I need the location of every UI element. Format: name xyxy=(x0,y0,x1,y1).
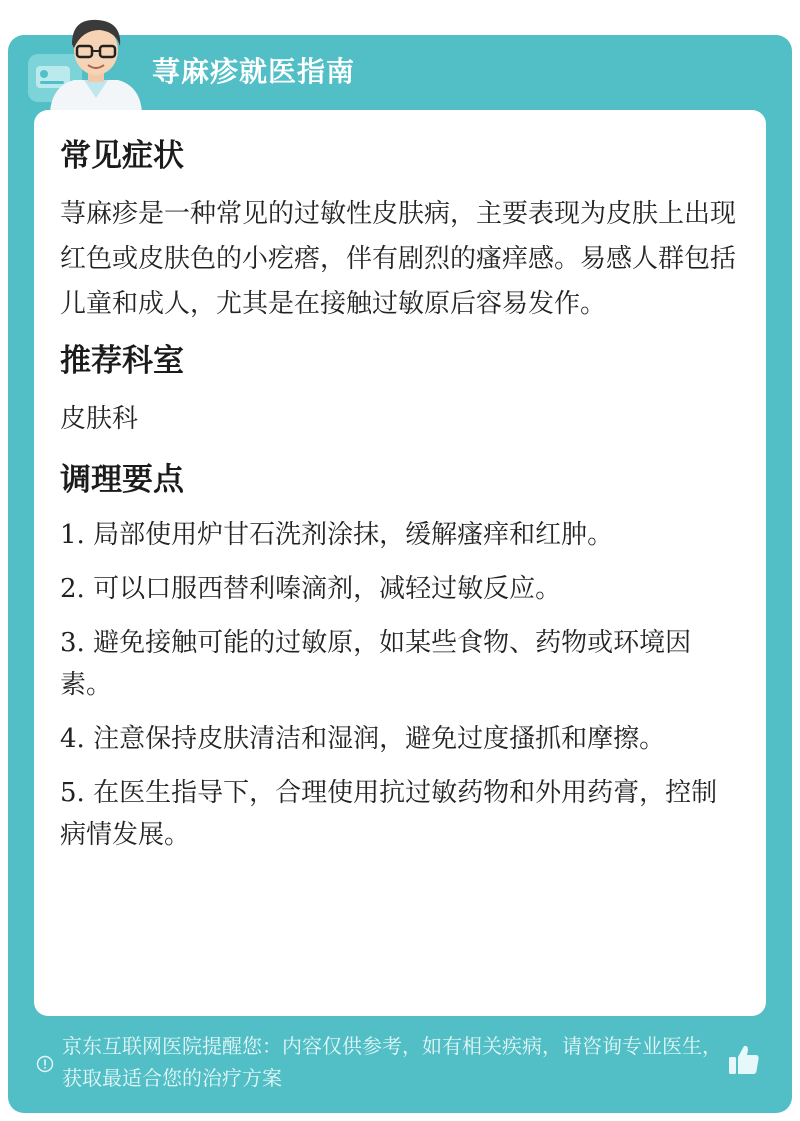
footer-disclaimer: 京东互联网医院提醒您：内容仅供参考，如有相关疾病，请咨询专业医生，获取最适合您的治疗方案 xyxy=(62,1034,722,1090)
list-item-text: 可以口服西替利嗪滴剂，减轻过敏反应。 xyxy=(93,574,562,604)
list-item xyxy=(60,622,740,706)
list-item-text: 在医生指导下，合理使用抗过敏药物和外用药膏，控制病情发展。 xyxy=(60,778,718,850)
page-title: 荨麻疹就医指南 xyxy=(152,55,356,88)
list-item-text: 局部使用炉甘石洗剂涂抹，缓解瘙痒和红肿。 xyxy=(93,520,614,550)
care-list xyxy=(60,514,740,856)
symptoms-heading: 常见症状 xyxy=(60,138,184,174)
list-item-text: 避免接触可能的过敏原，如某些食物、药物或环境因素。 xyxy=(60,628,692,700)
list-item-number: 4. xyxy=(60,724,85,754)
list-item-number: 2. xyxy=(60,574,85,604)
department-heading: 推荐科室 xyxy=(60,343,184,379)
list-item xyxy=(60,718,740,760)
care-heading: 调理要点 xyxy=(60,462,184,498)
list-item-number: 5. xyxy=(60,778,85,808)
list-item-text: 注意保持皮肤清洁和湿润，避免过度搔抓和摩擦。 xyxy=(93,724,666,754)
doctor-avatar-icon xyxy=(44,8,148,112)
thumbs-up-icon[interactable] xyxy=(726,1042,762,1078)
list-item xyxy=(60,772,740,856)
content-panel xyxy=(34,110,766,1016)
info-icon xyxy=(36,1055,54,1073)
list-item-number: 1. xyxy=(60,520,85,550)
department-text: 皮肤科 xyxy=(60,404,139,434)
list-item xyxy=(60,514,740,556)
symptoms-text: 荨麻疹是一种常见的过敏性皮肤病，主要表现为皮肤上出现红色或皮肤色的小疙瘩，伴有剧烈的瘙痒感。易感人群包括儿童和成人，尤其是在接触过敏原后容易发作。 xyxy=(60,199,737,319)
list-item xyxy=(60,568,740,610)
list-item-number: 3. xyxy=(60,628,85,658)
